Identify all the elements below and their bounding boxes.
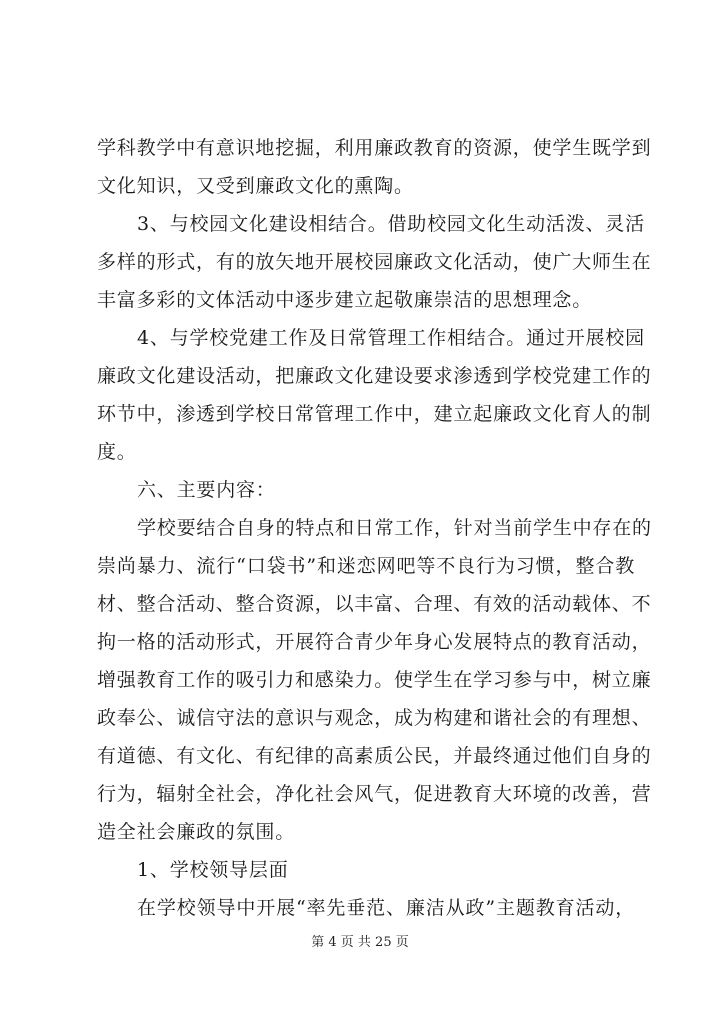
text-line: 学科教学中有意识地挖掘，利用廉政教育的资源，使学生既学到: [97, 137, 652, 159]
text-line: 丰富多彩的文体活动中逐步建立起敬廉崇洁的思想理念。: [97, 289, 593, 311]
text-line: 1、学校领导层面: [137, 859, 289, 881]
text-line: 造全社会廉政的氛围。: [97, 821, 296, 843]
text-line: 多样的形式，有的放矢地开展校园廉政文化活动，使广大师生在: [97, 251, 652, 273]
paragraph: [97, 471, 635, 509]
text-line: 行为，辐射全社会，净化社会风气，促进教育大环境的改善，营: [97, 783, 652, 805]
text-line: 学校要结合自身的特点和日常工作，针对当前学生中存在的: [137, 517, 652, 539]
text-line: 文化知识，又受到廉政文化的熏陶。: [97, 175, 414, 197]
document-body: [97, 129, 652, 927]
text-line: 政奉公、诚信守法的意识与观念，成为构建和谐社会的有理想、: [97, 707, 652, 729]
text-line: 材、整合活动、整合资源，以丰富、合理、有效的活动载体、不: [97, 593, 652, 615]
paragraph: [97, 205, 652, 319]
text-line: 有道德、有文化、有纪律的高素质公民，并最终通过他们自身的: [97, 745, 652, 767]
text-line: 拘一格的活动形式，开展符合青少年身心发展特点的教育活动，: [97, 631, 652, 653]
text-line: 环节中，渗透到学校日常管理工作中，建立起廉政文化育人的制: [97, 403, 652, 425]
paragraph: [97, 851, 635, 889]
paragraph: [97, 319, 652, 471]
text-line: 六、主要内容：: [137, 479, 276, 501]
text-line: 增强教育工作的吸引力和感染力。使学生在学习参与中，树立廉: [97, 669, 652, 691]
text-line: 廉政文化建设活动，把廉政文化建设要求渗透到学校党建工作的: [97, 365, 652, 387]
page-number-footer: 第 4 页 共 25 页: [311, 935, 409, 950]
text-line: 3、与校园文化建设相结合。借助校园文化生动活泼、灵活: [137, 213, 645, 235]
paragraph: [97, 129, 652, 205]
paragraph: [97, 509, 652, 851]
text-line: 崇尚暴力、流行“口袋书”和迷恋网吧等不良行为习惯，整合教: [97, 555, 635, 577]
text-line: 在学校领导中开展“率先垂范、廉洁从政”主题教育活动，: [137, 897, 635, 919]
text-line: 度。: [97, 441, 137, 463]
text-line: 4、与学校党建工作及日常管理工作相结合。通过开展校园: [137, 327, 645, 349]
paragraph: [97, 889, 635, 927]
